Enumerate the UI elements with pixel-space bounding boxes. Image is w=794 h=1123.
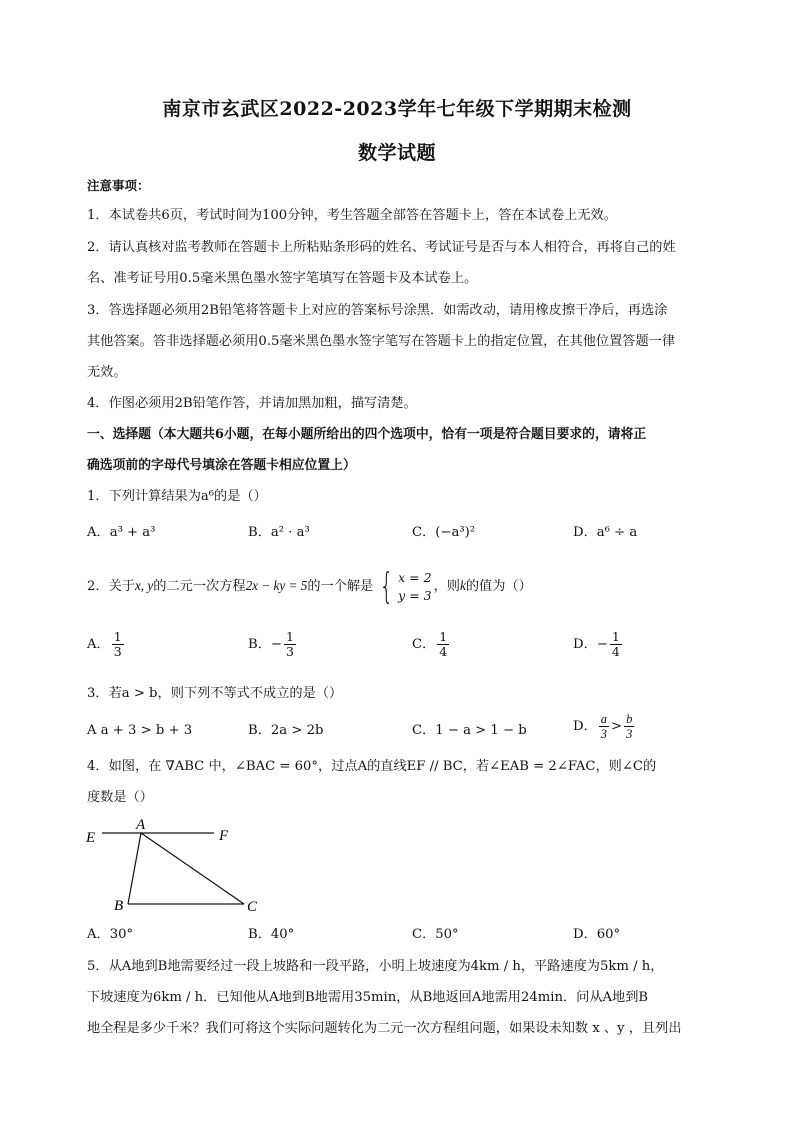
q2-b-fraction [284, 630, 296, 659]
q2-c-den: 4 [439, 644, 448, 659]
q5-line-2: 下坡速度为6km / h．已知他从A地到B地需用35min，从B地返回A地需用24min．问从A地到B [87, 990, 649, 1005]
q2-c-label: C． [412, 637, 436, 652]
q2-stem-post2: 的值为（） [465, 579, 532, 594]
q2-k: k [459, 578, 466, 593]
q2-d-label: D．− [573, 637, 608, 652]
q2-a-den: 3 [113, 644, 122, 659]
q3-option-b: B．2a > 2b [248, 723, 324, 738]
q5-line-1: 5．从A地到B地需要经过一段上坡路和一段平路，小明上坡速度为4km / h，平路速度为5km / h， [87, 959, 664, 974]
label-c: C [247, 899, 258, 915]
q4-option-a: A．30° [87, 927, 134, 942]
q3-d-gt: > [611, 719, 623, 734]
exam-subtitle: 数学试题 [357, 142, 436, 164]
q2-vars: x, y [134, 578, 154, 593]
q3-stem: 3．若a > b，则下列不等式不成立的是（） [87, 686, 343, 701]
triangle-figure [84, 815, 274, 917]
q2-a-fraction [112, 630, 124, 659]
q2-option-c [412, 630, 451, 659]
q2-stem-post1: ，则 [433, 579, 460, 594]
q2-equation: 2x − ky = 5 [245, 578, 308, 593]
q4-option-b: B．40° [248, 927, 295, 942]
note-4: 4．作图必须用2B铅笔作答，并请加黑加粗，描写清楚。 [87, 396, 417, 411]
q2-stem [87, 566, 712, 607]
q4-option-c: C．50° [412, 927, 459, 942]
q2-b-label: B．− [248, 637, 282, 652]
segment-ac [141, 833, 244, 904]
q2-option-d [573, 630, 624, 659]
note-2b: 名、准考证号用0.5毫米黑色墨水签字笔填写在答题卡及本试卷上。 [87, 271, 478, 286]
q3-d-frac1 [599, 712, 609, 741]
q2-a-label: A． [87, 637, 110, 652]
q2-solution-system [375, 565, 432, 607]
q2-stem-mid2: 的一个解是 [307, 579, 374, 594]
label-f: F [219, 828, 229, 844]
q3-d-den1: 3 [600, 727, 608, 741]
q1-option-b: B．a² · a³ [248, 525, 310, 540]
q1-option-d: D．a⁶ ÷ a [573, 525, 638, 540]
note-2a: 2．请认真核对监考教师在答题卡上所粘贴条形码的姓名、考试证号是否与本人相符合，再将自己的姓 [87, 240, 676, 255]
segment-ab [128, 833, 141, 904]
label-b: B [114, 898, 124, 914]
label-e: E [86, 830, 96, 846]
q2-b-num: 1 [285, 629, 294, 644]
label-a: A [136, 817, 146, 833]
q2-option-a [87, 630, 126, 659]
q2-option-b [248, 630, 298, 659]
q3-d-num2: b [626, 712, 633, 726]
q2-b-den: 3 [285, 644, 294, 659]
q3-option-c: C．1 − a > 1 − b [412, 723, 527, 738]
q2-stem-pre: 2．关于 [87, 579, 135, 594]
q2-sol-y: y = 3 [398, 587, 432, 603]
q4-stem-a: 4．如图，在 ∇ABC 中，∠BAC = 60°，过点A的直线EF // BC，若∠EAB = 2∠FAC，则∠C的 [87, 759, 657, 774]
q3-d-num1: a [600, 712, 608, 726]
q1-stem: 1．下列计算结果为a⁶的是（） [87, 489, 267, 504]
note-3a: 3．答选择题必须用2B铅笔将答题卡上对应的答案标号涂黑．如需改动，请用橡皮擦干净后，再选涂 [87, 303, 668, 318]
note-3b: 其他答案。答非选择题必须用0.5毫米黑色墨水签字笔写在答题卡上的指定位置，在其他位置答题一律 [87, 334, 676, 349]
q2-c-fraction [437, 630, 449, 659]
q5-line-3: 地全程是多少千米？我们可将这个实际问题转化为二元一次方程组问题，如果设未知数 x 、y ，且列出 [87, 1021, 682, 1036]
note-3c: 无效。 [87, 365, 127, 380]
section1-heading-a: 一、选择题（本大题共6小题，在每小题所给出的四个选项中，恰有一项是符合题目要求的，请将正 [87, 427, 647, 442]
q4-stem-b: 度数是（） [87, 790, 153, 805]
exam-title: 南京市玄武区2022-2023学年七年级下学期期末检测 [162, 98, 632, 120]
q3-option-d [573, 712, 636, 741]
q3-d-frac2 [624, 712, 634, 741]
q2-sol-x: x = 2 [398, 569, 432, 585]
q3-option-a: A a + 3 > b + 3 [87, 723, 193, 738]
q2-a-num: 1 [113, 629, 122, 644]
notes-heading: 注意事项： [87, 178, 150, 193]
q1-option-a: A．a³ + a³ [87, 525, 156, 540]
q4-option-d: D．60° [573, 927, 621, 942]
brace-icon: { [379, 565, 394, 607]
q3-d-label: D． [573, 719, 597, 734]
q2-c-num: 1 [439, 629, 448, 644]
q1-option-c: C．(−a³)² [412, 525, 476, 540]
q2-d-den: 4 [611, 644, 620, 659]
section1-heading-b: 确选项前的字母代号填涂在答题卡相应位置上） [87, 458, 356, 473]
q2-d-fraction [610, 630, 622, 659]
q2-stem-mid: 的二元一次方程 [153, 579, 246, 594]
note-1: 1．本试卷共6页，考试时间为100分钟，考生答题全部答在答题卡上，答在本试卷上无效。 [87, 208, 617, 223]
q3-d-den2: 3 [626, 727, 633, 741]
q2-d-num: 1 [611, 629, 620, 644]
